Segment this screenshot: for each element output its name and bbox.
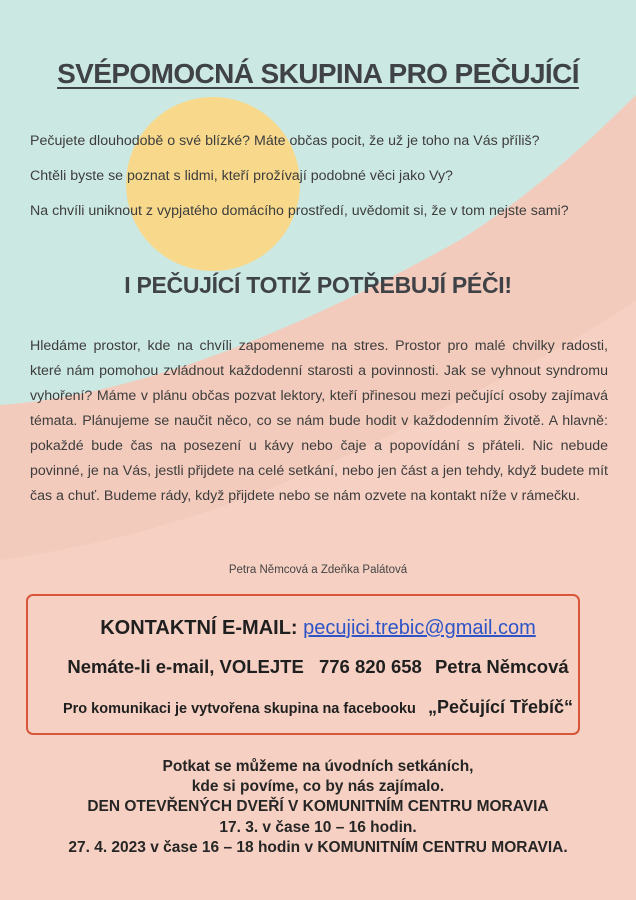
footer-line-3: DEN OTEVŘENÝCH DVEŘÍ V KOMUNITNÍM CENTRU MORAVIA: [87, 798, 549, 815]
footer-line-1: Potkat se můžeme na úvodních setkáních,: [162, 758, 474, 775]
subtitle: I PEČUJÍCÍ TOTIŽ POTŘEBUJÍ PÉČI!: [124, 272, 512, 298]
email-link[interactable]: pecujici.trebic@gmail.com: [303, 617, 536, 639]
footer-line-5: 27. 4. 2023 v čase 16 – 18 hodin v KOMUNITNÍM CENTRU MORAVIA.: [68, 839, 568, 856]
facebook-text: Pro komunikaci je vytvořena skupina na facebooku: [62, 701, 416, 717]
intro-line-2: Chtěli byste se poznat s lidmi, kteří prožívají podobné věci jako Vy?: [30, 168, 453, 184]
intro-line-1: Pečujete dlouhodobě o své blízké? Máte občas pocit, že už je toho na Vás příliš?: [30, 133, 540, 149]
email-row: [0, 617, 636, 640]
facebook-group-name: „Pečující Třebíč“: [427, 697, 574, 717]
facebook-row: [0, 697, 636, 718]
footer-line-2: kde si povíme, co by nás zajímalo.: [191, 778, 445, 795]
page-title: SVÉPOMOCNÁ SKUPINA PRO PEČUJÍCÍ: [57, 58, 579, 89]
phone-row: [0, 656, 636, 678]
intro-line-3: Na chvíli uniknout z vypjatého domácího prostředí, uvědomit si, že v tom nejste sami?: [30, 203, 569, 219]
footer-line-4: 17. 3. v čase 10 – 16 hodin.: [219, 819, 417, 836]
phone-number: 776 820 658: [318, 656, 422, 677]
phone-prefix: Nemáte-li e-mail, VOLEJTE: [67, 656, 304, 677]
email-label: KONTAKTNÍ E-MAIL:: [100, 617, 298, 639]
phone-contact-name: Petra Němcová: [434, 656, 569, 677]
signature: Petra Němcová a Zdeňka Palátová: [228, 564, 408, 576]
body-paragraph: Hledáme prostor, kde na chvíli zapomeneme na stres. Prostor pro malé chvilky radosti, které nám pomohou zvládnout každodenní starosti a povinnosti. Jak se vyhnout syndromu vyhoření? Máme v plánu občas pozvat lektory, kteří přinesou mezi pečující osoby zajímavá témata. Plánujeme se naučit něco, co se nám bude hodit v každodenním životě. A hlavně: pokaždé bude čas na posezení u kávy nebo čaje a popovídání s přáteli. Nic nebude povinné, je na Vás, jestli přijdete na celé setkání, nebo jen část a jen tehdy, když budete mít čas a chuť. Budeme rády, když přijdete nebo se nám ozvete na kontakt níže v rámečku.: [30, 338, 608, 504]
